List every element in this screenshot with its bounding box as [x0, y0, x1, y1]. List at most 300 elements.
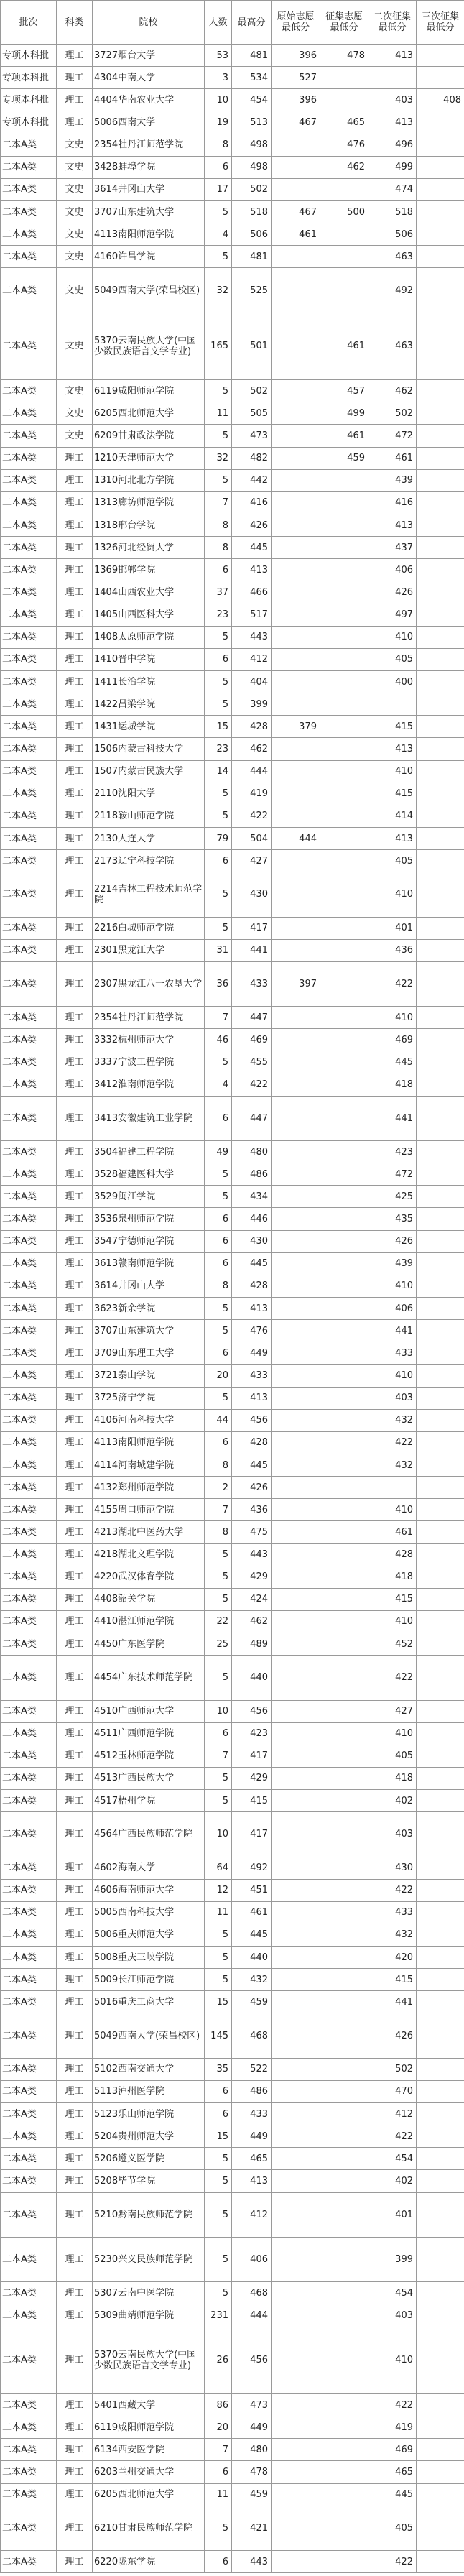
category-cell: 理工 — [57, 961, 93, 1006]
third-collect-min-cell — [417, 1297, 464, 1319]
original-min-cell — [272, 917, 320, 939]
max-score-cell: 475 — [232, 1521, 272, 1543]
batch-cell: 二本A类 — [1, 1431, 57, 1454]
school-cell: 5016重庆工商大学 — [93, 1991, 205, 2013]
collect-min-cell: 500 — [320, 200, 368, 223]
second-collect-min-cell: 432 — [368, 1924, 417, 1946]
max-score-cell: 489 — [232, 1633, 272, 1656]
third-collect-min-cell — [417, 693, 464, 716]
table-row — [1, 425, 464, 447]
count-cell: 6 — [205, 2550, 232, 2572]
school-cell: 4114河南城建学院 — [93, 1454, 205, 1476]
batch-cell: 二本A类 — [1, 693, 57, 716]
collect-min-cell — [320, 1767, 368, 1789]
count-cell: 165 — [205, 313, 232, 379]
third-collect-min-cell — [417, 178, 464, 200]
school-cell: 5230兴义民族师范学院 — [93, 2237, 205, 2281]
category-cell: 理工 — [57, 1521, 93, 1543]
original-min-cell — [272, 1521, 320, 1543]
collect-min-cell — [320, 917, 368, 939]
original-min-cell — [272, 2170, 320, 2192]
second-collect-min-cell: 470 — [368, 2080, 417, 2102]
third-collect-min-cell — [417, 1096, 464, 1140]
third-collect-min-cell — [417, 850, 464, 872]
count-cell: 5 — [205, 1163, 232, 1186]
max-score-cell: 422 — [232, 1074, 272, 1096]
batch-cell: 二本A类 — [1, 2483, 57, 2506]
collect-min-cell — [320, 693, 368, 716]
collect-min-cell — [320, 805, 368, 827]
original-min-cell — [272, 1700, 320, 1722]
batch-cell: 专项本科批 — [1, 111, 57, 134]
school-cell: 3614井冈山大学 — [93, 178, 205, 200]
school-cell: 6220陇东学院 — [93, 2550, 205, 2572]
school-cell: 2118鞍山师范学院 — [93, 805, 205, 827]
table-row — [1, 1566, 464, 1588]
max-score-cell: 449 — [232, 2125, 272, 2148]
category-cell: 理工 — [57, 626, 93, 648]
max-score-cell: 456 — [232, 1409, 272, 1431]
original-min-cell: 396 — [272, 45, 320, 67]
second-collect-min-cell: 432 — [368, 1454, 417, 1476]
school-cell: 1507内蒙古民族大学 — [93, 760, 205, 783]
table-row — [1, 2327, 464, 2393]
school-cell: 4510广西师范大学 — [93, 1700, 205, 1722]
collect-min-cell — [320, 1543, 368, 1566]
table-row — [1, 1947, 464, 1969]
original-min-cell — [272, 1588, 320, 1610]
school-cell: 5307云南中医学院 — [93, 2282, 205, 2304]
table-row — [1, 760, 464, 783]
batch-cell: 二本A类 — [1, 1543, 57, 1566]
count-cell: 5 — [205, 1543, 232, 1566]
school-cell: 5309曲靖师范学院 — [93, 2304, 205, 2327]
max-score-cell: 421 — [232, 2506, 272, 2550]
category-cell: 理工 — [57, 872, 93, 917]
category-cell: 理工 — [57, 939, 93, 961]
count-cell: 5 — [205, 626, 232, 648]
collect-min-cell — [320, 1790, 368, 1812]
max-score-cell: 413 — [232, 1297, 272, 1319]
collect-min-cell — [320, 268, 368, 313]
third-collect-min-cell — [417, 716, 464, 738]
school-cell: 4304中南大学 — [93, 67, 205, 89]
category-cell: 理工 — [57, 2550, 93, 2572]
third-collect-min-cell — [417, 246, 464, 268]
second-collect-min-cell: 441 — [368, 1991, 417, 2013]
original-min-cell — [272, 1477, 320, 1499]
original-min-cell — [272, 268, 320, 313]
second-collect-min-cell: 445 — [368, 1051, 417, 1074]
third-collect-min-cell — [417, 1499, 464, 1521]
school-cell: 2173辽宁科技学院 — [93, 850, 205, 872]
count-cell: 25 — [205, 1633, 232, 1656]
batch-cell: 二本A类 — [1, 514, 57, 536]
table-row — [1, 1387, 464, 1409]
school-cell: 3727烟台大学 — [93, 45, 205, 67]
count-cell: 64 — [205, 1857, 232, 1879]
collect-min-cell — [320, 872, 368, 917]
max-score-cell: 413 — [232, 2170, 272, 2192]
table-row — [1, 67, 464, 89]
category-cell: 理工 — [57, 1342, 93, 1365]
collect-min-cell — [320, 1387, 368, 1409]
count-cell: 53 — [205, 45, 232, 67]
collect-min-cell — [320, 1297, 368, 1319]
school-cell: 5049西南大学(荣昌校区) — [93, 2013, 205, 2058]
max-score-cell: 482 — [232, 447, 272, 469]
table-row — [1, 1342, 464, 1365]
max-score-cell: 427 — [232, 850, 272, 872]
third-collect-min-cell — [417, 1477, 464, 1499]
table-row — [1, 111, 464, 134]
table-row — [1, 514, 464, 536]
second-collect-min-cell: 414 — [368, 805, 417, 827]
category-cell: 理工 — [57, 1969, 93, 1991]
category-cell: 理工 — [57, 1140, 93, 1163]
collect-min-cell — [320, 2013, 368, 2058]
header-third-collect-min: 三次征集最低分 — [417, 1, 464, 45]
table-row — [1, 2461, 464, 2483]
count-cell: 35 — [205, 2058, 232, 2080]
third-collect-min-cell — [417, 45, 464, 67]
table-row — [1, 693, 464, 716]
collect-min-cell — [320, 738, 368, 760]
school-cell: 5009长江师范学院 — [93, 1969, 205, 1991]
school-cell: 2307黑龙江八一农垦大学 — [93, 961, 205, 1006]
batch-cell: 二本A类 — [1, 447, 57, 469]
batch-cell: 二本A类 — [1, 716, 57, 738]
collect-min-cell — [320, 178, 368, 200]
max-score-cell: 459 — [232, 1991, 272, 2013]
original-min-cell — [272, 2327, 320, 2393]
category-cell: 理工 — [57, 2327, 93, 2393]
batch-cell: 二本A类 — [1, 961, 57, 1006]
collect-min-cell — [320, 626, 368, 648]
table-row — [1, 1163, 464, 1186]
school-cell: 5008重庆三峡学院 — [93, 1947, 205, 1969]
batch-cell: 二本A类 — [1, 1924, 57, 1946]
count-cell: 5 — [205, 2237, 232, 2281]
max-score-cell: 462 — [232, 738, 272, 760]
third-collect-min-cell — [417, 581, 464, 604]
table-row — [1, 1745, 464, 1767]
batch-cell: 二本A类 — [1, 1096, 57, 1140]
second-collect-min-cell: 422 — [368, 2125, 417, 2148]
second-collect-min-cell: 435 — [368, 1208, 417, 1230]
batch-cell: 专项本科批 — [1, 45, 57, 67]
batch-cell: 二本A类 — [1, 1140, 57, 1163]
batch-cell: 二本A类 — [1, 425, 57, 447]
original-min-cell — [272, 850, 320, 872]
table-row — [1, 2192, 464, 2237]
table-row — [1, 1879, 464, 1901]
table-row — [1, 402, 464, 425]
original-min-cell — [272, 1297, 320, 1319]
second-collect-min-cell: 422 — [368, 2393, 417, 2416]
count-cell: 8 — [205, 1275, 232, 1297]
table-row — [1, 2439, 464, 2461]
count-cell: 5 — [205, 1297, 232, 1319]
school-cell: 1408太原师范学院 — [93, 626, 205, 648]
batch-cell: 二本A类 — [1, 313, 57, 379]
third-collect-min-cell — [417, 1588, 464, 1610]
second-collect-min-cell: 423 — [368, 1140, 417, 1163]
max-score-cell: 454 — [232, 89, 272, 111]
max-score-cell: 417 — [232, 1745, 272, 1767]
school-cell: 4454广东技术师范学院 — [93, 1656, 205, 1700]
third-collect-min-cell — [417, 2170, 464, 2192]
count-cell: 5 — [205, 380, 232, 402]
batch-cell: 二本A类 — [1, 1230, 57, 1252]
school-cell: 4512玉林师范学院 — [93, 1745, 205, 1767]
category-cell: 理工 — [57, 1074, 93, 1096]
third-collect-min-cell — [417, 2506, 464, 2550]
batch-cell: 二本A类 — [1, 850, 57, 872]
batch-cell: 二本A类 — [1, 827, 57, 849]
table-body — [1, 45, 464, 2573]
count-cell: 4 — [205, 1074, 232, 1096]
school-cell: 3413安徽建筑工业学院 — [93, 1096, 205, 1140]
collect-min-cell — [320, 1007, 368, 1029]
original-min-cell — [272, 1342, 320, 1365]
third-collect-min-cell — [417, 1901, 464, 1924]
batch-cell: 二本A类 — [1, 1074, 57, 1096]
max-score-cell: 447 — [232, 1007, 272, 1029]
second-collect-min-cell: 462 — [368, 380, 417, 402]
batch-cell: 二本A类 — [1, 1297, 57, 1319]
second-collect-min-cell: 506 — [368, 223, 417, 246]
count-cell: 4 — [205, 223, 232, 246]
second-collect-min-cell: 410 — [368, 626, 417, 648]
table-row — [1, 2080, 464, 2102]
collect-min-cell — [320, 2416, 368, 2439]
second-collect-min-cell: 469 — [368, 2439, 417, 2461]
collect-min-cell — [320, 1656, 368, 1700]
category-cell: 文史 — [57, 402, 93, 425]
category-cell: 文史 — [57, 223, 93, 246]
third-collect-min-cell — [417, 514, 464, 536]
max-score-cell: 399 — [232, 693, 272, 716]
count-cell: 5 — [205, 246, 232, 268]
third-collect-min-cell — [417, 604, 464, 626]
school-cell: 1210天津师范大学 — [93, 447, 205, 469]
second-collect-min-cell: 413 — [368, 45, 417, 67]
original-min-cell: 467 — [272, 111, 320, 134]
max-score-cell: 501 — [232, 313, 272, 379]
max-score-cell: 436 — [232, 1499, 272, 1521]
category-cell: 理工 — [57, 1722, 93, 1745]
collect-min-cell — [320, 1499, 368, 1521]
category-cell: 理工 — [57, 2125, 93, 2148]
table-row — [1, 268, 464, 313]
second-collect-min-cell: 422 — [368, 2550, 417, 2572]
second-collect-min-cell: 401 — [368, 917, 417, 939]
category-cell: 理工 — [57, 2192, 93, 2237]
count-cell: 6 — [205, 1208, 232, 1230]
max-score-cell: 444 — [232, 2304, 272, 2327]
original-min-cell — [272, 1409, 320, 1431]
third-collect-min-cell — [417, 268, 464, 313]
count-cell: 6 — [205, 1230, 232, 1252]
category-cell: 理工 — [57, 559, 93, 581]
max-score-cell: 486 — [232, 2080, 272, 2102]
batch-cell: 二本A类 — [1, 2416, 57, 2439]
table-row — [1, 1991, 464, 2013]
max-score-cell: 415 — [232, 1790, 272, 1812]
category-cell: 理工 — [57, 447, 93, 469]
school-cell: 6210甘肃民族师范学院 — [93, 2506, 205, 2550]
original-min-cell — [272, 1790, 320, 1812]
collect-min-cell — [320, 2393, 368, 2416]
count-cell: 20 — [205, 1365, 232, 1387]
second-collect-min-cell: 461 — [368, 1521, 417, 1543]
batch-cell: 二本A类 — [1, 1387, 57, 1409]
original-min-cell: 397 — [272, 961, 320, 1006]
third-collect-min-cell — [417, 760, 464, 783]
category-cell: 理工 — [57, 670, 93, 693]
collect-min-cell — [320, 1186, 368, 1208]
category-cell: 理工 — [57, 604, 93, 626]
school-cell: 4213湖北中医药大学 — [93, 1521, 205, 1543]
original-min-cell — [272, 1991, 320, 2013]
original-min-cell — [272, 2550, 320, 2572]
max-score-cell: 440 — [232, 1947, 272, 1969]
original-min-cell — [272, 1879, 320, 1901]
third-collect-min-cell — [417, 1186, 464, 1208]
third-collect-min-cell — [417, 1857, 464, 1879]
table-row — [1, 1700, 464, 1722]
category-cell: 理工 — [57, 1879, 93, 1901]
table-row — [1, 716, 464, 738]
third-collect-min-cell — [417, 1409, 464, 1431]
original-min-cell — [272, 1230, 320, 1252]
third-collect-min-cell — [417, 939, 464, 961]
original-min-cell: 527 — [272, 67, 320, 89]
school-cell: 1431运城学院 — [93, 716, 205, 738]
second-collect-min-cell: 439 — [368, 469, 417, 491]
batch-cell: 二本A类 — [1, 648, 57, 670]
batch-cell: 二本A类 — [1, 200, 57, 223]
max-score-cell: 468 — [232, 2013, 272, 2058]
max-score-cell: 502 — [232, 178, 272, 200]
category-cell: 理工 — [57, 67, 93, 89]
third-collect-min-cell — [417, 961, 464, 1006]
school-cell: 3504福建工程学院 — [93, 1140, 205, 1163]
max-score-cell: 445 — [232, 1252, 272, 1275]
collect-min-cell — [320, 1947, 368, 1969]
school-cell: 5370云南民族大学(中国少数民族语言文学专业) — [93, 2327, 205, 2393]
original-min-cell — [272, 738, 320, 760]
max-score-cell: 433 — [232, 2103, 272, 2125]
original-min-cell — [272, 537, 320, 559]
collect-min-cell — [320, 2506, 368, 2550]
max-score-cell: 481 — [232, 45, 272, 67]
table-row — [1, 670, 464, 693]
school-cell: 4602海南大学 — [93, 1857, 205, 1879]
category-cell: 理工 — [57, 2439, 93, 2461]
batch-cell: 二本A类 — [1, 2304, 57, 2327]
table-row — [1, 1029, 464, 1051]
category-cell: 理工 — [57, 1499, 93, 1521]
second-collect-min-cell: 433 — [368, 1342, 417, 1365]
second-collect-min-cell: 415 — [368, 1588, 417, 1610]
school-cell: 3536泉州师范学院 — [93, 1208, 205, 1230]
max-score-cell: 419 — [232, 783, 272, 805]
batch-cell: 二本A类 — [1, 559, 57, 581]
third-collect-min-cell — [417, 491, 464, 514]
table-row — [1, 1454, 464, 1476]
batch-cell: 二本A类 — [1, 670, 57, 693]
batch-cell: 二本A类 — [1, 2148, 57, 2170]
count-cell: 6 — [205, 850, 232, 872]
count-cell: 5 — [205, 670, 232, 693]
third-collect-min-cell — [417, 380, 464, 402]
collect-min-cell: 457 — [320, 380, 368, 402]
count-cell: 6 — [205, 1431, 232, 1454]
count-cell: 5 — [205, 1387, 232, 1409]
third-collect-min-cell — [417, 1029, 464, 1051]
second-collect-min-cell: 497 — [368, 604, 417, 626]
category-cell: 理工 — [57, 2506, 93, 2550]
category-cell: 理工 — [57, 2170, 93, 2192]
max-score-cell: 455 — [232, 1051, 272, 1074]
batch-cell: 二本A类 — [1, 1566, 57, 1588]
original-min-cell — [272, 1051, 320, 1074]
category-cell: 理工 — [57, 1991, 93, 2013]
max-score-cell: 443 — [232, 2550, 272, 2572]
max-score-cell: 504 — [232, 827, 272, 849]
count-cell: 46 — [205, 1029, 232, 1051]
second-collect-min-cell: 425 — [368, 1186, 417, 1208]
batch-cell: 二本A类 — [1, 1767, 57, 1789]
collect-min-cell — [320, 1275, 368, 1297]
max-score-cell: 441 — [232, 939, 272, 961]
count-cell: 7 — [205, 491, 232, 514]
school-cell: 1405山西医科大学 — [93, 604, 205, 626]
school-cell: 6209甘肃政法学院 — [93, 425, 205, 447]
second-collect-min-cell: 405 — [368, 850, 417, 872]
collect-min-cell — [320, 1633, 368, 1656]
count-cell: 7 — [205, 1499, 232, 1521]
school-cell: 5102西南交通大学 — [93, 2058, 205, 2080]
batch-cell: 二本A类 — [1, 760, 57, 783]
max-score-cell: 417 — [232, 1812, 272, 1857]
batch-cell: 二本A类 — [1, 1745, 57, 1767]
original-min-cell: 467 — [272, 200, 320, 223]
second-collect-min-cell: 428 — [368, 1543, 417, 1566]
school-cell: 6134西安医学院 — [93, 2439, 205, 2461]
school-cell: 3623新余学院 — [93, 1297, 205, 1319]
batch-cell: 二本A类 — [1, 537, 57, 559]
max-score-cell: 525 — [232, 268, 272, 313]
table-row — [1, 738, 464, 760]
collect-min-cell: 499 — [320, 402, 368, 425]
table-row — [1, 1610, 464, 1633]
second-collect-min-cell: 472 — [368, 1163, 417, 1186]
collect-min-cell — [320, 1610, 368, 1633]
table-row — [1, 1924, 464, 1946]
second-collect-min-cell: 454 — [368, 2282, 417, 2304]
third-collect-min-cell — [417, 1431, 464, 1454]
max-score-cell: 404 — [232, 670, 272, 693]
second-collect-min-cell: 436 — [368, 939, 417, 961]
original-min-cell — [272, 2304, 320, 2327]
category-cell: 理工 — [57, 514, 93, 536]
collect-min-cell: 459 — [320, 447, 368, 469]
max-score-cell: 498 — [232, 156, 272, 178]
max-score-cell: 429 — [232, 1566, 272, 1588]
